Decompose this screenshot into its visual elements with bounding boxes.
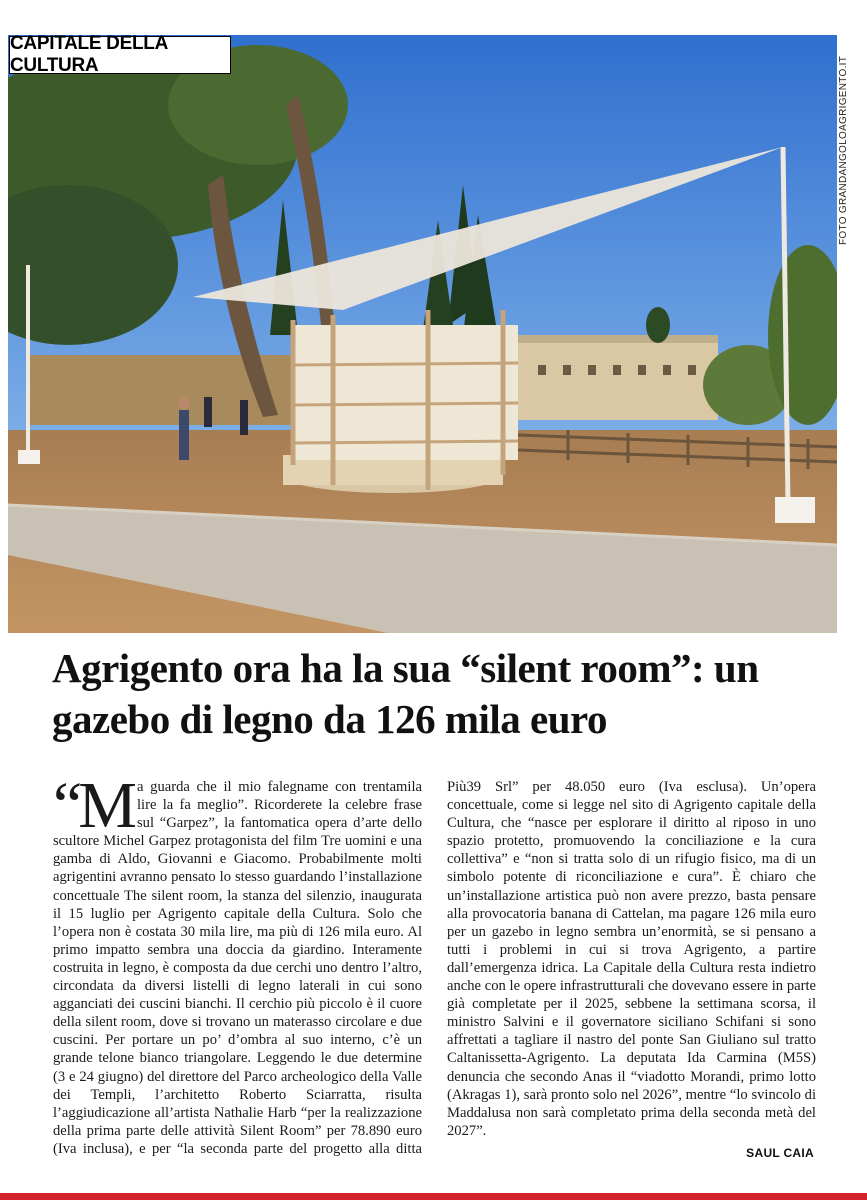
article-body-text: a guarda che il mio falegname con trentamila lire la fa meglio”. Ricorderete la celebre frase sul “Garpez”, la fantomatica opera d’arte dello scultore Michel Garpez protagonista del film Tre uomini e una gamba di Aldo, Giovanni e Giacomo. Probabilmente molti agrigentini avranno pensato lo stesso guardando l’installazione concettuale The silent room, la stanza del silenzio, inaugurata il 15 luglio per Agrigento capitale della Cultura. Solo che l’opera non è costata 30 mila lire, ma più di 126 mila euro. Al primo impatto sembra una doccia da giardino. Interamente costruita in legno, è composta da due cerchi uno dentro l’altro, circondata da diversi listelli di legno laterali in cui sono agganciati dei cuscini bianchi. Il cerchio più piccolo è il cuore della silent room, dove si trovano un materasso circolare e due cuscini. Per portare un po’ d’ombra al suo interno, c’è un grande telone bianco triangolare. Leggendo le due determine (3 e 24 giugno) del direttore del Parco archeologico della Valle dei Templi, l’architetto Roberto Sciarratta, risulta l’aggiudicazione all’artista Nathalie Harb “per la realizzazione della prima parte delle attività Silent Room” per 78.890 euro (Iva inclusa), e per “la seconda parte del progetto alla ditta Più39 Srl” per 48.050 euro (Iva esclusa). Un’opera concettuale, come si legge nel sito di Agrigento capitale della Cultura, che “nasce per esplorare il diritto al riposo in uno spazio protetto, promuovendo la conciliazione e la cura collettiva” e “non si tratta solo di un rifugio fisico, ma di un simbolo potente di riconciliazione e cura”. È chiaro che un’installazione artistica può non avere prezzo, basta pensare alla provocatoria banana di Cattelan, ma pagare 126 mila euro per un gazebo in legno sembra un’enormità, se si pensano a tutti i problemi in cui si trova Agrigento, a partire dall’emergenza idrica. La Capitale della Cultura resta indietro anche con le opere infrastrutturali che dovevano essere in parte già completate per il 2025, sebbene la settimana scorsa, il ministro Salvini e il governatore siciliano Schifani si sono affrettati a tagliare il nastro del ponte San Giuliano sul tratto Caltanissetta-Agrigento. La deputata Ida Carmina (M5S) denuncia che secondo Anas il “viadotto Morandi, primo lotto (Akragas 1), sarà pronto solo nel 2026”, mentre “lo svincolo di Maddalusa non sarà completato prima della seconda metà del 2027”.	[53, 779, 816, 1157]
article-body	[53, 769, 816, 1168]
silent-room-photo-illustration	[8, 35, 837, 633]
drop-cap: “M	[53, 769, 133, 842]
article-headline: Agrigento ora ha la sua “silent room”: un gazebo di legno da 126 mila euro	[52, 645, 759, 742]
article-photo	[8, 35, 837, 633]
article-paragraph	[53, 769, 816, 1158]
photo-credit: FOTO GRANDANGOLOAGRIGENTO.IT	[838, 55, 849, 245]
author-byline: SAUL CAIA	[746, 1146, 814, 1160]
section-kicker: CAPITALE DELLA CULTURA	[9, 36, 231, 74]
bottom-rule	[0, 1193, 867, 1200]
